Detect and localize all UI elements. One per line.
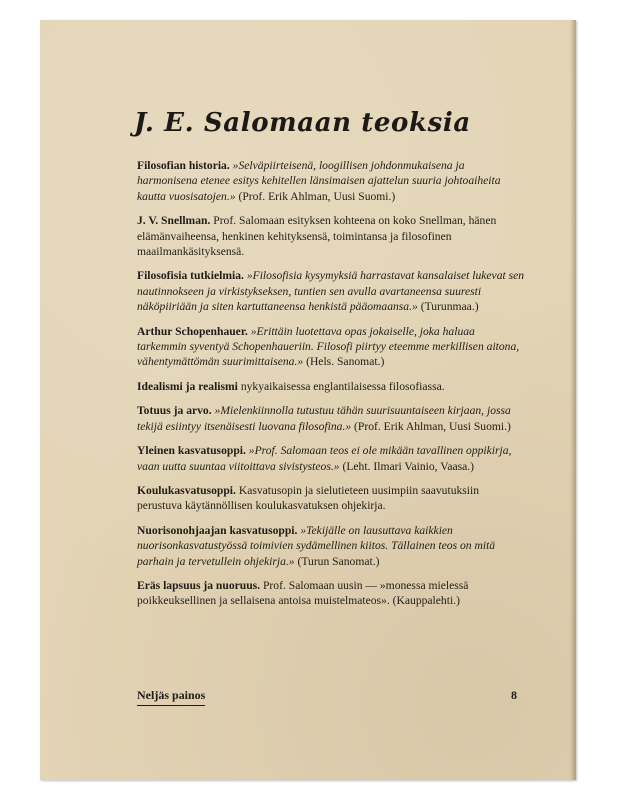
page-title: J. E. Salomaan teoksia bbox=[134, 108, 471, 138]
work-description: (Prof. Erik Ahlman, Uusi Suomi.) bbox=[238, 189, 396, 203]
work-description: Prof. Salomaan uusin — »monessa mielessä poikkeuksellinen ja sellaisena antoisa muistelmateos». (Kauppalehti.) bbox=[137, 578, 469, 608]
list-item bbox=[137, 523, 525, 569]
page-edge-shadow bbox=[570, 20, 576, 780]
work-description: (Prof. Erik Ahlman, Uusi Suomi.) bbox=[354, 419, 511, 433]
works-list bbox=[137, 158, 525, 618]
list-item bbox=[137, 483, 525, 514]
review-quote: »Mielenkiinnolla tutustuu tähän suurisuuntaiseen kirjaan, jossa tekijä esiintyy itsenäisesti luovana filosofina.» bbox=[137, 404, 511, 433]
book-back-cover bbox=[40, 20, 576, 780]
work-title: Idealismi ja realismi bbox=[137, 379, 238, 393]
work-description: nykyaikaisessa englantilaisessa filosofiassa. bbox=[240, 379, 445, 393]
list-item bbox=[137, 379, 525, 394]
edition-label: Neljäs painos bbox=[137, 688, 205, 706]
work-description: (Hels. Sanomat.) bbox=[306, 355, 385, 369]
list-item bbox=[137, 324, 525, 370]
review-quote: »Tekijälle on lausuttava kaikkien nuorisonkasvatustyössä toimivien sydämellinen kiitos. Tällainen teos on mitä parhain ja tervetullein ohjekirja.» bbox=[137, 523, 496, 568]
work-title: Koulukasvatusoppi. bbox=[137, 483, 236, 497]
work-title: Nuorisonohjaajan kasvatusoppi. bbox=[137, 523, 298, 537]
work-title: Eräs lapsuus ja nuoruus. bbox=[137, 578, 261, 592]
review-quote: »Erittäin luotettava opas jokaiselle, joka haluaa tarkemmin syventyä Schopenhaueriin. Filosofi piirtyy eteemme merkillisen aitona, vähentymättömän suurimittaisena.» bbox=[137, 324, 520, 369]
list-item bbox=[137, 443, 525, 474]
work-description: (Turun Sanomat.) bbox=[297, 554, 380, 568]
work-title: J. V. Snellman. bbox=[137, 214, 211, 228]
list-item bbox=[137, 268, 525, 314]
review-quote: »Filosofisia kysymyksiä harrastavat kansalaiset lukevat sen nautinnokseen ja virkistykseksen, tuntien sen avulla avartaneensa suuresti näköpiiriään ja siten kartuttaneensa henkistä pääomaansa.» bbox=[137, 269, 525, 314]
work-title: Yleinen kasvatusoppi. bbox=[137, 444, 246, 458]
list-item bbox=[137, 213, 525, 259]
list-item bbox=[137, 578, 525, 609]
work-title: Filosofisia tutkielmia. bbox=[137, 269, 244, 283]
list-item bbox=[137, 158, 525, 204]
page-number: 8 bbox=[511, 688, 517, 702]
work-description: (Leht. Ilmari Vainio, Vaasa.) bbox=[342, 459, 475, 473]
page-footer bbox=[137, 688, 525, 706]
work-title: Filosofian historia. bbox=[137, 159, 230, 172]
list-item bbox=[137, 403, 525, 434]
work-description: (Turunmaa.) bbox=[420, 300, 479, 314]
review-quote: »Selväpiirteisenä, loogillisen johdonmukaisena ja harmonisena etenee esitys kehitellen länsimaisen ajattelun suuria johtoaiheita kautta vuosisatojen.» bbox=[137, 159, 501, 203]
work-title: Arthur Schopenhauer. bbox=[137, 324, 248, 338]
work-title: Totuus ja arvo. bbox=[137, 404, 212, 418]
work-description: Prof. Salomaan esityksen kohteena on koko Snellman, hänen elämänvaiheensa, henkinen kehityksensä, toimintansa ja filosofinen maailmankäsityksensä. bbox=[137, 214, 497, 259]
work-description: Kasvatusopin ja sielutieteen uusimpiin saavutuksiin perustuva käytännöllisen koulukasvatuksen ohjekirja. bbox=[137, 483, 480, 513]
review-quote: »Prof. Salomaan teos ei ole mikään tavallinen oppikirja, vaan uutta suuntaa viitoittava sivistysteos.» bbox=[137, 444, 512, 473]
